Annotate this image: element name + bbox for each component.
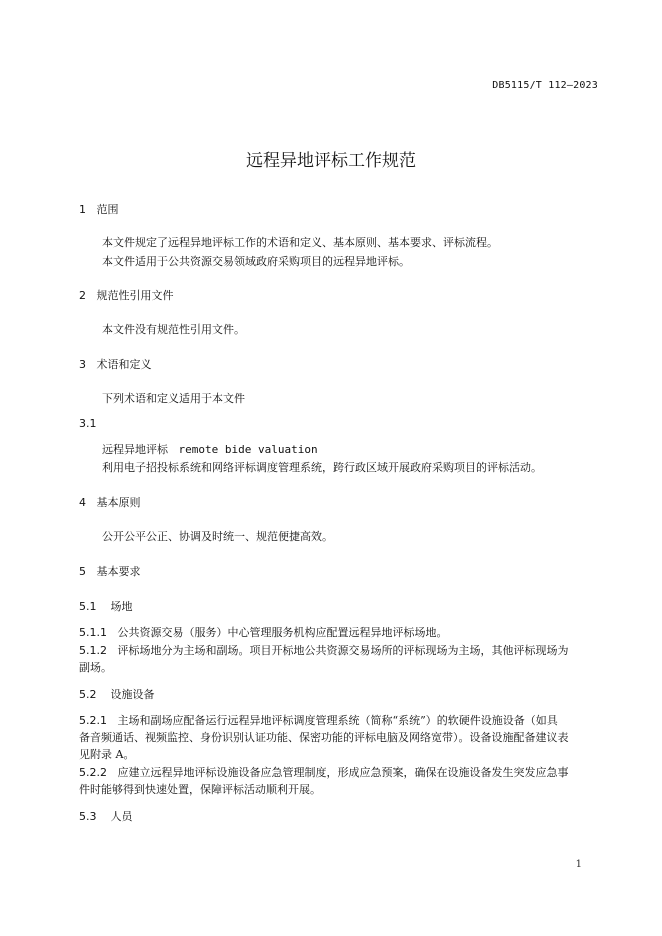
clause-text-line: 主场和副场应配备运行远程异地评标调度管理系统（简称“系统”）的软硬件设施设备（如具 [117,714,558,727]
section-number: 2 [79,289,86,302]
clause-text-line: 件时能够得到快速处置，保障评标活动顺利开展。 [79,783,321,796]
section-number: 5 [79,565,86,578]
subsection-5-2-heading [79,686,155,702]
subsection-number: 5.2 [79,688,97,701]
clause-5-2-2 [79,764,569,780]
clause-5-1-1 [79,624,448,640]
section-title: 术语和定义 [96,358,152,371]
section-2-heading [79,287,174,303]
clause-number: 5.2.1 [79,714,107,727]
paragraph: 下列术语和定义适用于本文件 [102,392,245,405]
document-title: 远程异地评标工作规范 [246,151,416,171]
term-definition: 利用电子招投标系统和网络评标调度管理系统，跨行政区域开展政府采购项目的评标活动。 [102,461,542,474]
clause-text: 公共资源交易（服务）中心管理服务机构应配置远程异地评标场地。 [117,626,448,639]
section-title: 规范性引用文件 [96,289,174,302]
subsection-title: 人员 [110,810,133,823]
term-chinese: 远程异地评标 [102,443,168,456]
section-3-heading [79,356,152,372]
section-5-heading [79,563,141,579]
clause-number: 5.1.1 [79,626,107,639]
section-title: 范围 [96,203,119,216]
clause-number: 5.2.2 [79,766,107,779]
paragraph: 本文件没有规范性引用文件。 [102,323,245,336]
clause-text-line: 副场。 [79,661,112,674]
section-number: 4 [79,496,86,509]
clause-text-line: 应建立远程异地评标设施设备应急管理制度，形成应急预案，确保在设施设备发生突发应急事 [117,766,569,779]
section-title: 基本原则 [96,496,141,509]
section-1-heading [79,201,119,217]
clause-text-line: 备音频通话、视频监控、身份识别认证功能、保密功能的评标电脑及网络宽带）。设备设施配备建议表 [79,731,569,744]
clause-text-line: 见附录 A。 [79,748,135,761]
subsection-title: 场地 [110,600,133,613]
clause-5-1-2 [79,642,569,658]
section-title: 基本要求 [96,565,141,578]
subsection-number: 3.1 [79,417,97,430]
paragraph: 本文件规定了远程异地评标工作的术语和定义、基本原则、基本要求、评标流程。 [102,236,498,249]
paragraph: 本文件适用于公共资源交易领域政府采购项目的远程异地评标。 [102,255,410,268]
subsection-5-1-heading [79,598,133,614]
clause-number: 5.1.2 [79,644,107,657]
subsection-number: 5.1 [79,600,97,613]
section-4-heading [79,494,141,510]
term-entry [102,441,318,457]
term-english: remote bide valuation [178,443,318,456]
subsection-number: 5.3 [79,810,97,823]
paragraph: 公开公平公正、协调及时统一、规范便捷高效。 [102,530,333,543]
page-number: 1 [575,859,582,870]
section-number: 3 [79,358,86,371]
subsection-5-3-heading [79,808,133,824]
clause-text-line: 评标场地分为主场和副场。项目开标地公共资源交易场所的评标现场为主场，其他评标现场为 [117,644,569,657]
section-number: 1 [79,203,86,216]
document-code: DB5115/T 112—2023 [492,80,598,91]
subsection-title: 设施设备 [110,688,155,701]
clause-5-2-1 [79,712,558,728]
